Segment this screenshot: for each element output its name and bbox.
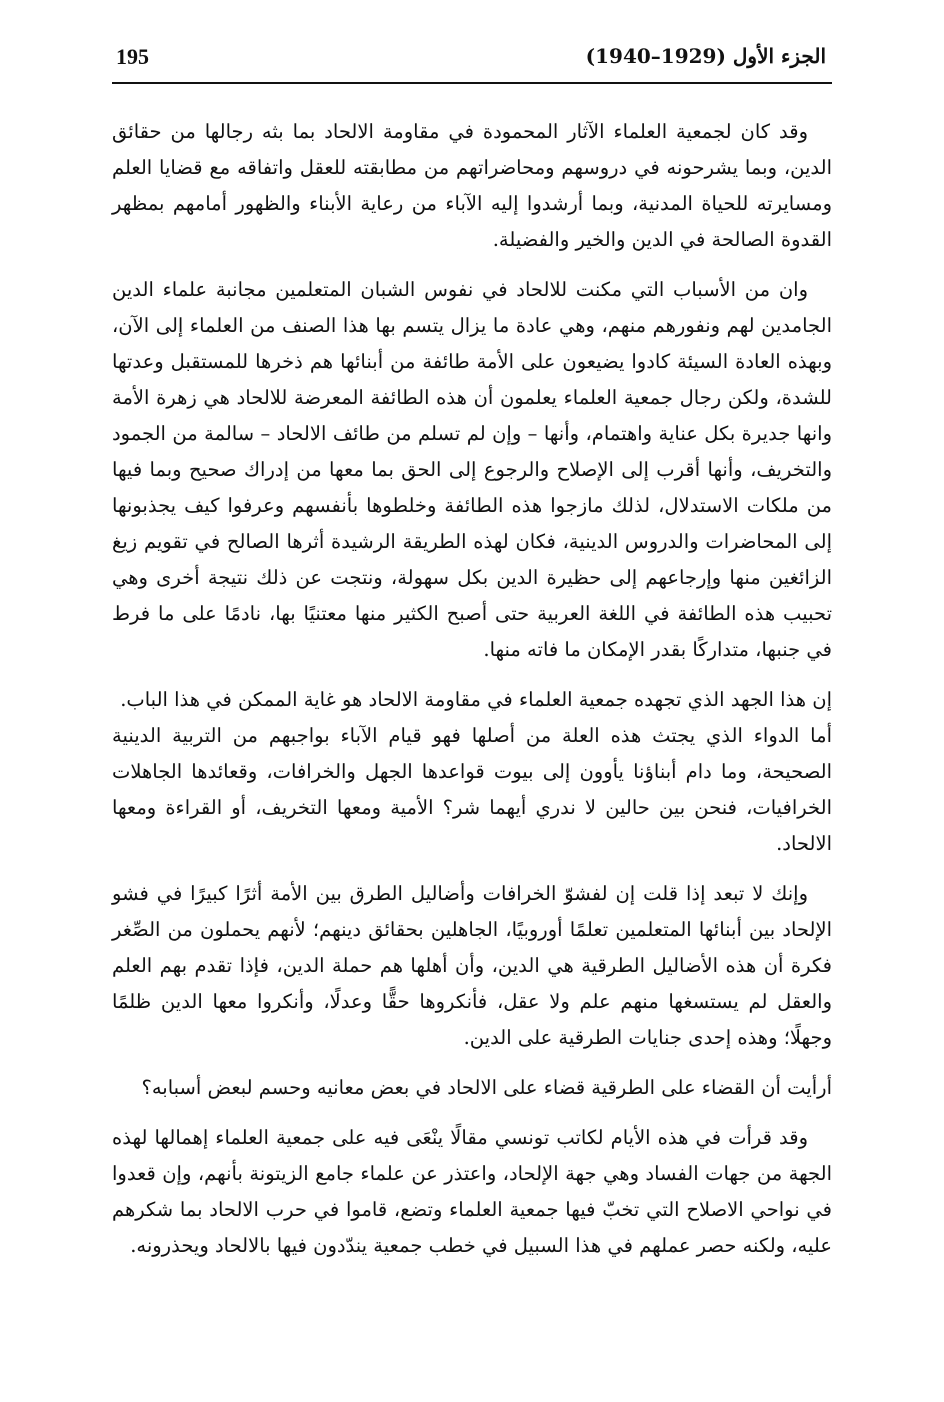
main-text — [112, 114, 832, 1278]
paragraph-1: وقد كان لجمعية العلماء الآثار المحمودة في مقاومة الالحاد بما بثه رجالها من حقائق الدين، وبما يشرحونه في دروسهم ومحاضراتهم من مطابقته للعقل واتفاقه مع قضايا العلم ومسايرته للحياة المدنية، وبما أرشدوا إليه الآباء من رعاية الأبناء والظهور أمامهم بمظهر القدوة الصالحة في الدين والخير والفضيلة. — [112, 120, 832, 251]
paragraph-3: إن هذا الجهد الذي تجهده جمعية العلماء في مقاومة الالحاد هو غاية الممكن في هذا الباب. — [120, 688, 832, 711]
page-header — [112, 42, 832, 82]
paragraph-7: وقد قرأت في هذه الأيام لكاتب تونسي مقالًا ينْعَى فيه على جمعية العلماء إهمالها لهذه الجهة من جهات الفساد وهي جهة الإلحاد، واعتذر عن علماء جامع الزيتونة بأنهم، وإن قعدوا في نواحي الاصلاح التي تخبّ فيها جمعية العلماء وتضع، قاموا في حرب الالحاد بما شكرهم عليه، ولكنه حصر عملهم في هذا السبيل في خطب جمعية يندّدون فيها بالالحاد ويحذرونه. — [112, 1126, 832, 1257]
running-title: الجزء الأول (1929–1940) — [585, 44, 826, 68]
header-divider — [112, 82, 832, 84]
paragraph-6: أرأيت أن القضاء على الطرقية قضاء على الالحاد في بعض معانيه وحسم لبعض أسبابه؟ — [141, 1076, 832, 1099]
paragraph-5: وإنك لا تبعد إذا قلت إن لفشوّ الخرافات وأضاليل الطرق بين الأمة أثرًا كبيرًا في فشو الإلحاد بين أبنائها المتعلمين تعلمًا أوروبيًا، الجاهلين بحقائق دينهم؛ لأنهم يحملون من الصِّغر فكرة أن هذه الأضاليل الطرقية هي الدين، وأن أهلها هم حملة الدين، فإذا تقدم بهم العلم والعقل لم يستسغها منهم علم ولا عقل، فأنكروها حقًّا وعدلًا، وأنكروا معها الدين ظلمًا وجهلًا؛ وهذه إحدى جنايات الطرقية على الدين. — [112, 882, 832, 1049]
paragraph-4: أما الدواء الذي يجتث هذه العلة من أصلها فهو قيام الآباء بواجبهم من التربية الدينية الصحيحة، وما دام أبناؤنا يأوون إلى بيوت قواعدها الجهل والخرافات، وقعائدها الجاهلات الخرافيات، فنحن بين حالين لا ندري أيهما شر؟ الأمية ومعها التخريف، أو القراءة ومعها الالحاد. — [112, 724, 832, 855]
page-number: 195 — [116, 44, 149, 69]
paragraph-2: وان من الأسباب التي مكنت للالحاد في نفوس الشبان المتعلمين مجانبة علماء الدين الجامدين لهم ونفورهم منهم، وهي عادة ما يزال يتسم بها هذا الصنف من العلماء إلى الآن، وبهذه العادة السيئة كادوا يضيعون على الأمة طائفة من أبنائها هم ذخرها للمستقبل وعدتها للشدة، ولكن رجال جمعية العلماء يعلمون أن هذه الطائفة المعرضة للالحاد هي زهرة الأمة وانها جديرة بكل عناية واهتمام، وأنها – وإن لم تسلم من طائف الالحاد – سالمة من الجمود والتخريف، وأنها أقرب إلى الإصلاح والرجوع إلى الحق بما معها من إدراك صحيح وبما فيها من ملكات الاستدلال، لذلك مازجوا هذه الطائفة وخلطوها بأنفسهم وعرفوا كيف يجذبونها إلى المحاضرات والدروس الدينية، فكان لهذه الطريقة الرشيدة أثرها الصالح في تقويم زيغ الزائغين منها وإرجاعهم إلى حظيرة الدين بكل سهولة، ونتجت عن ذلك نتيجة أخرى وهي تحبيب هذه الطائفة في اللغة العربية حتى أصبح الكثير منها معتنيًا بها، نادمًا على ما فرط في جنبها، متداركًا بقدر الإمكان ما فاته منها. — [112, 278, 832, 661]
